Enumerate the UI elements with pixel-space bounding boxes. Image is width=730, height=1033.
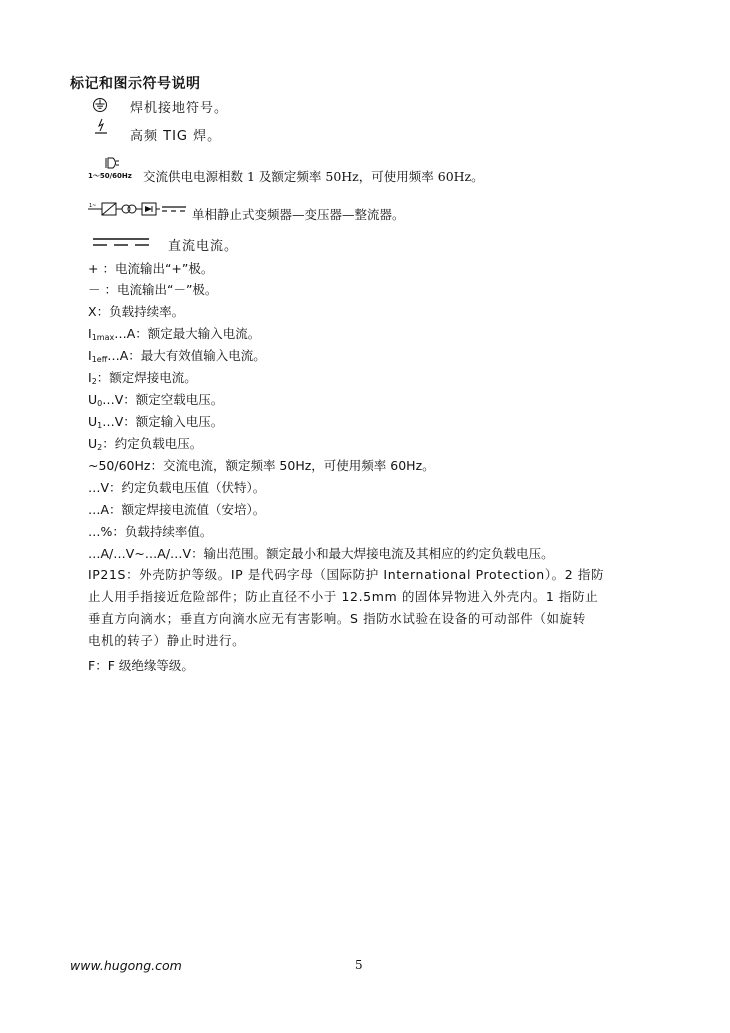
ip21s-line: IP21S：外壳防护等级。IP 是代码字母（国际防护 International Protection）。2 指防 [88, 567, 605, 582]
minus-pole-term: － ：电流输出“－”极。 [88, 282, 218, 297]
hf-tig-icon [93, 118, 109, 136]
duty-cycle-term: X：负载持续率。 [88, 304, 185, 319]
welding-current-value-term: …A：额定焊接电流值（安培）。 [88, 502, 266, 517]
welding-current-term: $I_2$：额定焊接电流。 [88, 370, 197, 386]
ip21s-paragraph [88, 564, 658, 652]
no-load-voltage-term: $U_0\dots V$：额定空载电压。 [88, 392, 224, 408]
page-number: 5 [355, 958, 363, 972]
ground-icon [92, 97, 108, 113]
inverter-transformer-rectifier-icon [88, 201, 188, 217]
ip21s-line: 止人用手指接近危险部件；防止直径不小于 12.5mm 的固体异物进入外壳内。1 指防止 [88, 589, 599, 604]
section-title: 标记和图示符号说明 [70, 76, 201, 92]
duty-cycle-value-term: …%：负载持续率值。 [88, 524, 213, 539]
max-input-current-term: $I_{1max}\dots A$：额定最大输入电流。 [88, 326, 261, 342]
effective-input-current-term: $I_{1eff}\dots A$：最大有效值输入电流。 [88, 348, 266, 364]
load-voltage-term: $U_2$：约定负载电压。 [88, 436, 203, 452]
plus-pole-term: + ：电流输出“+”极。 [88, 261, 214, 276]
ground-description: 焊机接地符号。 [130, 101, 229, 116]
ip21s-line: 电机的转子）静止时进行。 [88, 633, 246, 648]
dc-description: 直流电流。 [168, 239, 239, 254]
footer-url: www.hugong.com [70, 958, 182, 973]
ac-supply-description: 交流供电电源相数 1 及额定频率 50Hz，可使用频率 60Hz。 [143, 169, 484, 184]
input-voltage-term: $U_1\dots V$：额定输入电压。 [88, 414, 224, 430]
hf-tig-description: 高频 TIG 焊。 [130, 129, 222, 144]
dc-current-icon [93, 237, 149, 247]
svg-text:1~: 1~ [89, 203, 97, 209]
inverter-description: 单相静止式变频器—变压器—整流器。 [192, 207, 405, 222]
ac-supply-label: 1～50/60Hz [88, 172, 132, 180]
ip21s-line: 垂直方向滴水；垂直方向滴水应无有害影响。S 指防水试验在设备的可动部件（如旋转 [88, 611, 586, 626]
output-range-term: …A/…V~…A/…V：输出范围。额定最小和最大焊接电流及其相应的约定负载电压。 [88, 546, 554, 561]
load-voltage-value-term: …V：约定负载电压值（伏特）。 [88, 480, 266, 495]
insulation-class-term: F：F 级绝缘等级。 [88, 658, 194, 673]
frequency-term: ~50/60Hz：交流电流，额定频率 50Hz，可使用频率 60Hz。 [88, 458, 435, 473]
plug-icon [104, 157, 120, 169]
